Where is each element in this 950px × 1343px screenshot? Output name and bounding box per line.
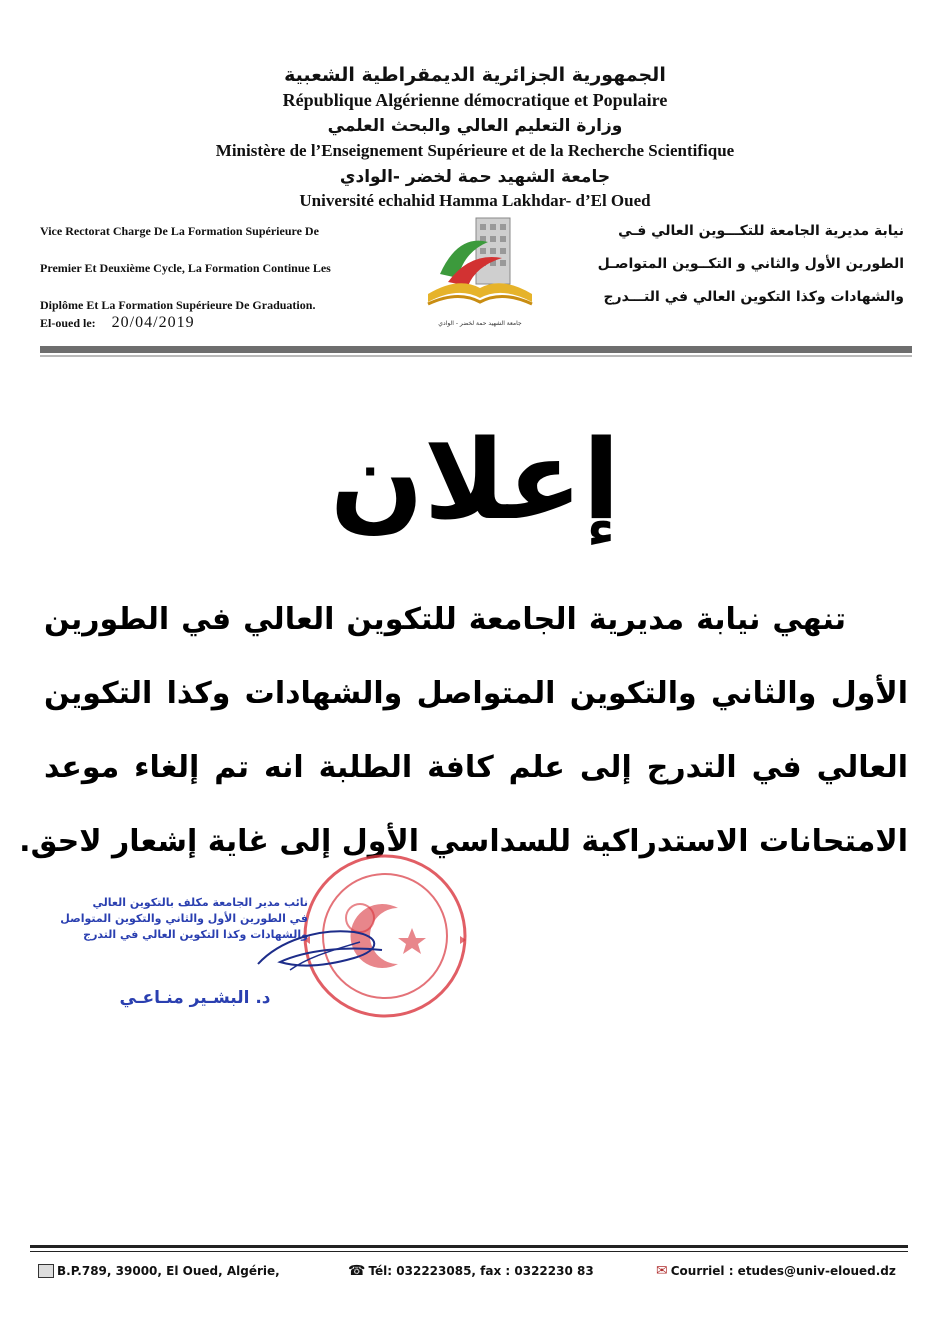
signatory-name: د. البشـير منـاعـي xyxy=(119,988,271,1008)
logo-caption: جامعة الشهيد حمة لخضر - الوادي xyxy=(438,320,522,327)
announcement-body xyxy=(19,590,908,886)
vice-rectorat-arabic-block xyxy=(564,216,904,315)
signatory-title-line-2: في الطورين الأول والثاني والتكوين المتواصل xyxy=(60,912,308,925)
arabic-block-line-3: والشهادات وكذا التكوين العالي في التـــدرج xyxy=(603,289,904,305)
announcement-line-1: تنهي نيابة مديرية الجامعة للتكوين العالي في الطورين xyxy=(44,602,846,637)
announcement-line-2: الأول والثاني والتكوين المتواصل والشهادات وكذا التكوين xyxy=(44,676,908,711)
footer-divider-thin xyxy=(30,1251,908,1252)
vice-rectorat-line-2: Premier Et Deuxième Cycle, La Formation Continue Les xyxy=(40,261,331,275)
footer-divider xyxy=(30,1245,908,1248)
arabic-block-line-1: نيابة مديرية الجامعة للتكـــوين العالي فـي xyxy=(618,223,904,239)
email-icon: ✉ xyxy=(656,1263,668,1279)
header-arabic-republic: الجمهورية الجزائرية الديمقراطية الشعبية xyxy=(284,64,666,86)
header-arabic-university: جامعة الشهيد حمة لخضر -الوادي xyxy=(339,167,611,187)
announcement-title: إعلان xyxy=(329,416,621,544)
header-french-republic: République Algérienne démocratique et Populaire xyxy=(282,90,668,110)
footer-phone xyxy=(348,1264,594,1278)
announcement-line-3: العالي في التدرج إلى علم كافة الطلبة انه تم إلغاء موعد xyxy=(44,750,908,785)
footer-phone-text: Tél: 032223085, fax : 0322230 83 xyxy=(368,1264,594,1278)
header-divider xyxy=(40,346,912,353)
header-arabic-ministry: وزارة التعليم العالي والبحث العلمي xyxy=(327,116,623,136)
date-label: El-oued le: xyxy=(40,316,96,330)
vice-rectorat-line-3: Diplôme Et La Formation Supérieure De Graduation. xyxy=(40,298,316,312)
telephone-icon: ☎ xyxy=(348,1263,366,1279)
header-french-ministry: Ministère de l’Enseignement Supérieure et de la Recherche Scientifique xyxy=(215,141,735,160)
document-date xyxy=(40,314,195,332)
handwritten-signature-icon xyxy=(250,920,390,980)
footer-email-text: Courriel : etudes@univ-eloued.dz xyxy=(670,1264,896,1278)
announcement-line-4: الامتحانات الاستدراكية للسداسي الأول إلى غاية إشعار لاحق. xyxy=(19,824,908,859)
university-logo-icon xyxy=(418,212,542,322)
header-divider-shadow xyxy=(40,355,912,357)
signatory-title-line-3: والشهادات وكذا التكوين العالي في التدرج xyxy=(83,928,308,941)
mailbox-icon xyxy=(38,1264,54,1278)
arabic-block-line-2: الطورين الأول والثاني و التكــوين المتواصـل xyxy=(597,256,904,272)
signatory-title-line-1: نائب مدير الجامعة مكلف بالتكوين العالي xyxy=(92,896,308,909)
header-french-university: Université echahid Hamma Lakhdar- d’El Oued xyxy=(299,191,651,210)
footer-address xyxy=(38,1264,280,1278)
footer-email xyxy=(656,1264,896,1278)
date-value: 20/04/2019 xyxy=(111,314,195,331)
footer-address-text: B.P.789, 39000, El Oued, Algérie, xyxy=(57,1264,280,1278)
vice-rectorat-line-1: Vice Rectorat Charge De La Formation Supérieure De xyxy=(40,224,319,238)
